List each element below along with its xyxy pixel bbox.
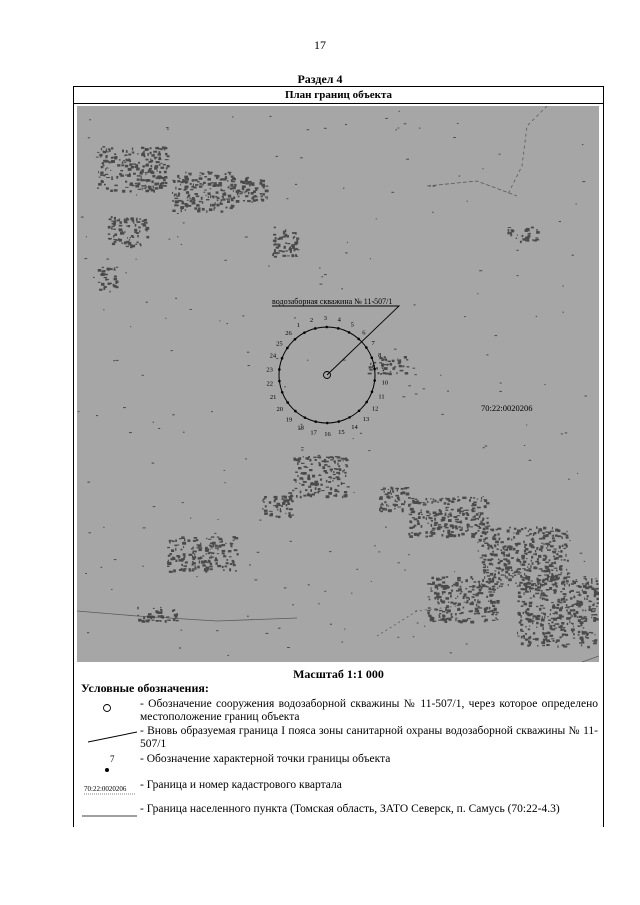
boundary-point-label: 20 (276, 406, 283, 414)
boundary-line-icon (74, 727, 138, 747)
boundary-point-label: 6 (362, 329, 366, 337)
boundary-point-label: 24 (269, 352, 277, 360)
boundary-point-marker (304, 416, 307, 419)
boundary-point-marker (286, 347, 289, 350)
boundary-point-label: 21 (269, 393, 277, 401)
boundary-point-marker (365, 346, 368, 349)
legend-text: - Вновь образуемая граница I пояса зоны санитарной охраны водозаборной скважины № 11-507/1 (140, 725, 598, 750)
boundary-point-label: 18 (297, 424, 304, 432)
boundary-point-label: 25 (276, 340, 283, 348)
boundary-point-marker (286, 401, 289, 404)
well-symbol-icon (74, 698, 138, 718)
boundary-point-marker (371, 390, 374, 393)
legend-text: - Обозначение характерной точки границы объекта (140, 753, 391, 765)
page-number: 17 (314, 38, 326, 52)
boundary-point-label: 22 (266, 380, 273, 388)
well-label: водозаборная скважина № 11-507/1 (272, 297, 393, 306)
point-symbol-label: 7 (110, 754, 115, 764)
boundary-point-label: 15 (338, 429, 345, 437)
boundary-point-label: 12 (371, 405, 379, 413)
boundary-point-label: 10 (381, 379, 389, 387)
section-title: Раздел 4 (297, 72, 343, 86)
terrain-texture (78, 111, 599, 656)
boundary-point-marker (348, 416, 351, 419)
boundary-point-marker (348, 331, 351, 334)
boundary-point-label: 1 (296, 321, 301, 329)
map-canvas (77, 106, 599, 662)
boundary-point-label: 26 (285, 329, 292, 337)
boundary-point-label: 5 (350, 321, 354, 329)
boundary-point-label: 4 (337, 316, 341, 324)
boundary-point-marker (303, 331, 306, 334)
boundary-point-marker (373, 368, 376, 371)
boundary-map (77, 106, 599, 662)
boundary-point-label: 3 (323, 315, 327, 323)
quarter-symbol-label: 70:22:0020206 (84, 785, 127, 793)
boundary-point-marker (337, 327, 340, 330)
boundary-point-marker (314, 327, 317, 330)
boundary-point-marker (314, 420, 317, 423)
boundary-point-label: 16 (324, 430, 331, 438)
legend-text: - Граница населенного пункта (Томская область, ЗАТО Северск, п. Самусь (70:22-4.3) (140, 803, 560, 815)
boundary-point-marker (373, 379, 376, 382)
boundary-point-label: 17 (310, 429, 317, 437)
quarter-label: 70:22:0020206 (481, 403, 533, 413)
boundary-point-marker (358, 409, 361, 412)
legend-text: - Обозначение сооружения водозаборной скважины № 11-507/1, через которое определено местоположение границ объекта (140, 698, 598, 723)
boundary-point-marker (278, 380, 281, 383)
boundary-point-label: 11 (378, 393, 385, 401)
boundary-point-label: 8 (378, 352, 382, 360)
boundary-point-marker (326, 422, 329, 425)
boundary-point-marker (337, 420, 340, 423)
scale-label: Масштаб 1:1 000 (293, 667, 384, 681)
boundary-point-marker (370, 356, 373, 359)
boundary-point-label: 13 (362, 416, 370, 424)
boundary-point-marker (294, 338, 297, 341)
boundary-point-label: 2 (309, 316, 314, 324)
boundary-point-label: 14 (351, 424, 358, 432)
boundary-point-marker (281, 391, 284, 394)
boundary-point-label: 23 (266, 366, 273, 374)
settlement-boundary-icon (74, 803, 138, 823)
boundary-point-marker (294, 410, 297, 413)
plan-title: План границ объекта (74, 87, 603, 104)
boundary-point-marker (365, 401, 368, 404)
point-marker-icon (74, 753, 138, 773)
boundary-point-marker (281, 357, 284, 360)
boundary-point-marker (278, 368, 281, 371)
boundary-point-label: 7 (371, 339, 375, 347)
legend-text: - Граница и номер кадастрового квартала (140, 779, 342, 791)
legend-title: Условные обозначения: (81, 681, 209, 695)
quarter-boundary-icon (74, 779, 138, 799)
boundary-point-marker (357, 338, 360, 341)
boundary-point-label: 19 (285, 416, 293, 424)
plan-frame (73, 86, 604, 827)
boundary-point-marker (325, 326, 328, 329)
boundary-point-label: 9 (381, 365, 385, 373)
